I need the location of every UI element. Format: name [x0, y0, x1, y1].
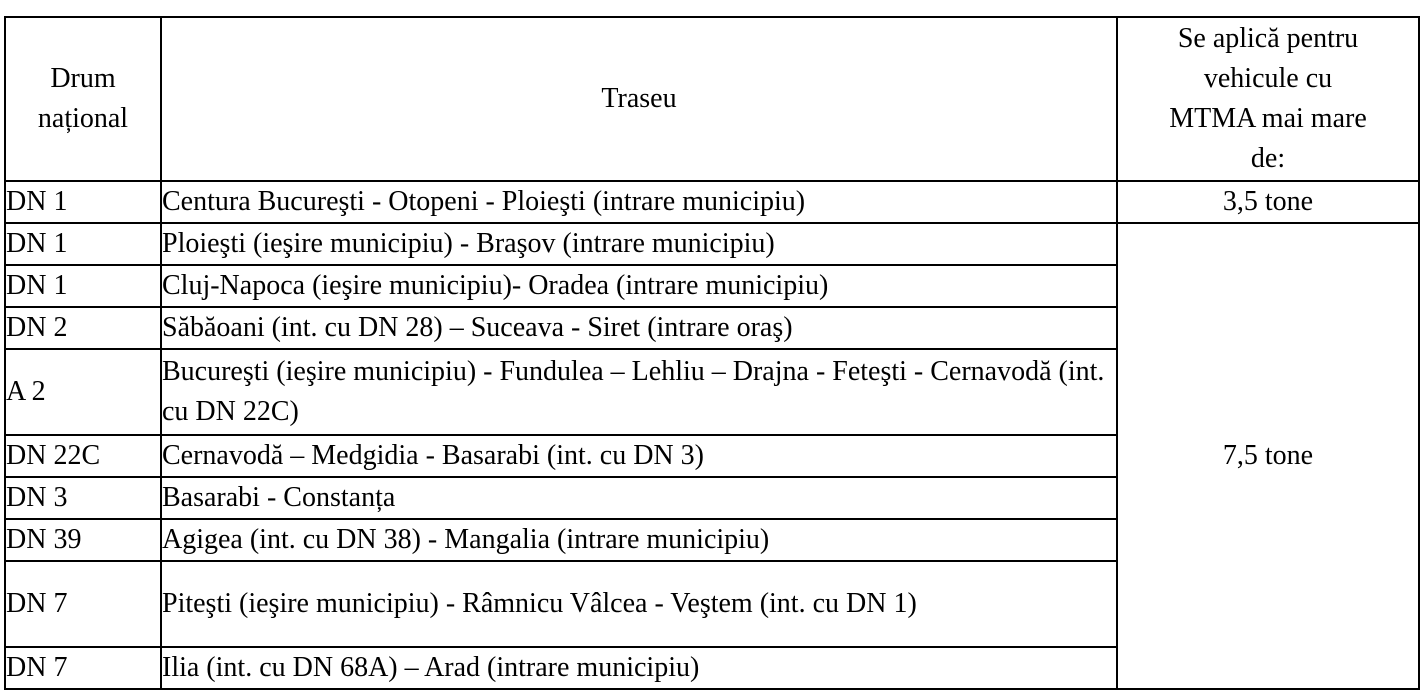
- header-mtma-line4: de:: [1250, 143, 1286, 174]
- header-mtma-line1: Se aplică pentru: [1177, 23, 1359, 54]
- cell-traseu: Săbăoani (int. cu DN 28) – Suceava - Siret (intrare oraş): [161, 307, 1117, 349]
- table-header: [5, 17, 1419, 181]
- cell-traseu: Piteşti (ieşire municipiu) - Râmnicu Vâlcea - Veştem (int. cu DN 1): [161, 561, 1117, 647]
- table-row: [5, 223, 1419, 265]
- cell-traseu: Cluj-Napoca (ieşire municipiu)- Oradea (intrare municipiu): [161, 265, 1117, 307]
- cell-traseu: Agigea (int. cu DN 38) - Mangalia (intrare municipiu): [161, 519, 1117, 561]
- header-drum-line1: Drum: [50, 63, 116, 94]
- cell-drum: A 2: [5, 349, 161, 435]
- cell-drum: DN 7: [5, 561, 161, 647]
- cell-drum: DN 1: [5, 223, 161, 265]
- cell-drum: DN 2: [5, 307, 161, 349]
- cell-traseu: Centura Bucureşti - Otopeni - Ploieşti (intrare municipiu): [161, 181, 1117, 223]
- header-drum-national: [5, 17, 161, 181]
- cell-traseu: Basarabi - Constanța: [161, 477, 1117, 519]
- cell-drum: DN 39: [5, 519, 161, 561]
- header-drum-line2: național: [37, 103, 129, 134]
- cell-mtma-7-5: 7,5 tone: [1117, 223, 1419, 689]
- header-mtma-line2: vehicule cu: [1203, 63, 1333, 94]
- header-row: [5, 17, 1419, 181]
- cell-drum: DN 1: [5, 265, 161, 307]
- cell-traseu: Bucureşti (ieşire municipiu) - Fundulea – Lehliu – Drajna - Feteşti - Cernavodă (int. cu DN 22C): [161, 349, 1117, 435]
- cell-traseu: Cernavodă – Medgidia - Basarabi (int. cu DN 3): [161, 435, 1117, 477]
- cell-drum: DN 22C: [5, 435, 161, 477]
- cell-traseu: Ilia (int. cu DN 68A) – Arad (intrare municipiu): [161, 647, 1117, 689]
- table-row: [5, 181, 1419, 223]
- cell-drum: DN 3: [5, 477, 161, 519]
- cell-drum: DN 7: [5, 647, 161, 689]
- cell-drum: DN 1: [5, 181, 161, 223]
- cell-mtma-3-5: 3,5 tone: [1117, 181, 1419, 223]
- table-body: [5, 181, 1419, 689]
- header-traseu: Traseu: [161, 17, 1117, 181]
- cell-traseu: Ploieşti (ieşire municipiu) - Braşov (intrare municipiu): [161, 223, 1117, 265]
- header-mtma: [1117, 17, 1419, 181]
- header-mtma-line3: MTMA mai mare: [1169, 103, 1367, 134]
- roads-table: [4, 16, 1420, 690]
